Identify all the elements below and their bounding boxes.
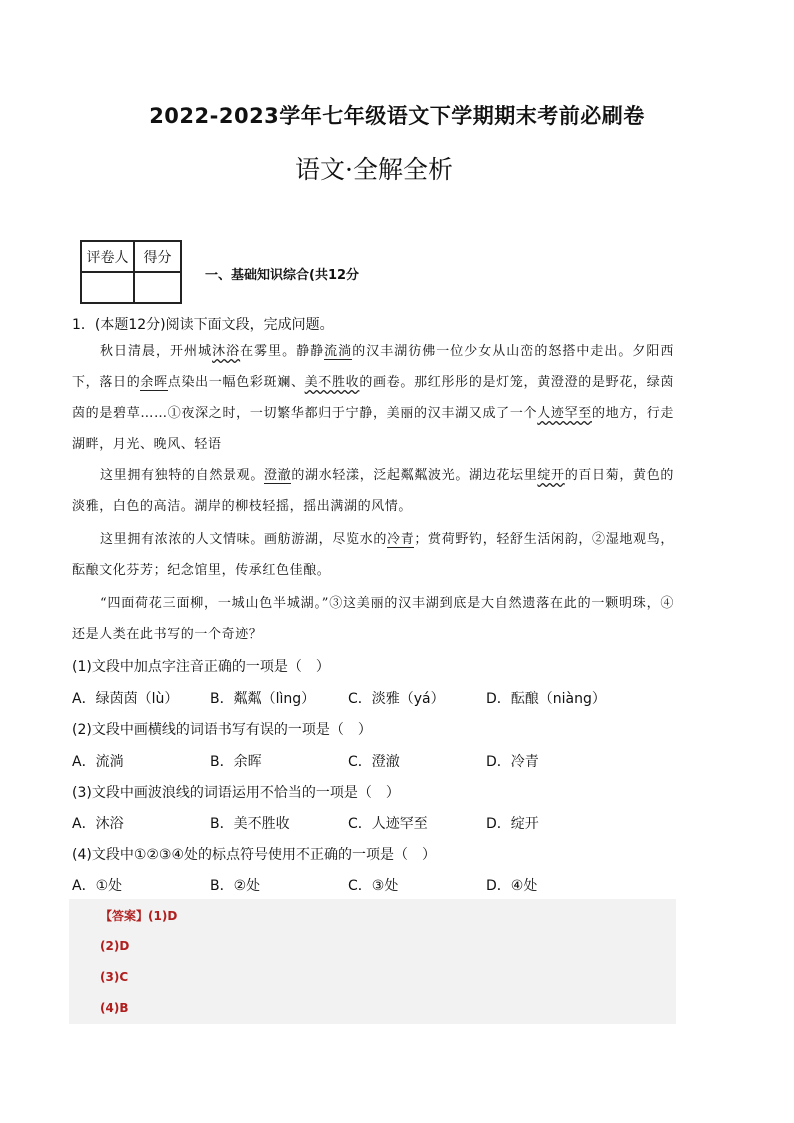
passage-text: 秋日清晨，开州城 <box>100 344 213 359</box>
underlined-word-lengqing: 冷青 <box>387 532 415 547</box>
passage-text: 的地方，行走湖畔，月光、晚风、轻语 <box>72 406 674 452</box>
passage-text: 这里拥有浓浓的人文情味。画舫游湖，尽览水的 <box>100 532 388 547</box>
passage-text: 的画卷。那红彤彤的是灯笼，黄澄澄的是野花，绿茵茵的是碧草……①夜深之时，一切繁华都归于宁静，美丽的汉丰湖又成了一个 <box>72 375 674 421</box>
passage-paragraph-4: “四面荷花三面柳，一城山色半城湖。”③这美丽的汉丰湖到底是大自然遗落在此的一颗明珠，④还是人类在此书写的一个奇迹？ <box>72 596 674 642</box>
sub-question-2-option-c: C．澄澈 <box>348 754 400 770</box>
answer-label: 【答案】 <box>100 909 149 923</box>
answer-item: (3)C <box>100 970 129 984</box>
sub-question-2-option-b: B．余晖 <box>210 754 262 770</box>
answer-item: (4)B <box>100 1001 129 1015</box>
underlined-word-yuhui: 余晖 <box>140 375 168 390</box>
passage-text: ；赏荷野钓，轻舒生活闲韵，②湿地观鸟，酝酿文化芬芳；纪念馆里，传承红色佳酿。 <box>72 532 674 578</box>
sub-question-1-option-a: A．绿茵茵（lù） <box>72 691 179 707</box>
sub-question-4-option-c: C．③处 <box>348 878 399 894</box>
sub-question-3-option-a: A．沐浴 <box>72 816 124 832</box>
wavy-word-renjihanzhi: 人迹罕至 <box>537 406 592 421</box>
sub-question-4-option-a: A．①处 <box>72 878 123 894</box>
sub-question-4-option-b: B．②处 <box>210 878 261 894</box>
wavy-word-muyu: 沐浴 <box>212 344 241 359</box>
sub-question-stem-4: (4)文段中①②③④处的标点符号使用不正确的一项是（ ） <box>72 847 437 863</box>
section-heading: 一、基础知识综合(共12分 <box>205 268 360 283</box>
passage-text: 在雾里。静静 <box>240 344 325 359</box>
question-intro: 1．(本题12分)阅读下面文段，完成问题。 <box>72 317 334 333</box>
underlined-word-chengche: 澄澈 <box>264 468 292 483</box>
score-table-cell-score <box>134 272 181 303</box>
passage-paragraph-3 <box>72 524 674 586</box>
score-table-header-grader: 评卷人 <box>81 241 134 272</box>
answer-item: (2)D <box>100 939 130 953</box>
sub-question-1-option-c: C．淡雅（yá） <box>348 691 445 707</box>
sub-question-2-option-d: D．冷青 <box>486 754 539 770</box>
wavy-word-meibushengshou: 美不胜收 <box>304 375 360 390</box>
passage-paragraph-1 <box>72 336 674 460</box>
sub-question-stem-3: (3)文段中画波浪线的词语运用不恰当的一项是（ ） <box>72 785 400 801</box>
sub-question-3-option-b: B．美不胜收 <box>210 816 290 832</box>
sub-question-stem-1: (1)文段中加点字注音正确的一项是（ ） <box>72 659 330 675</box>
passage-text: 的百日菊，黄色的淡雅，白色的高洁。湖岸的柳枝轻摇，摇出满湖的风情。 <box>72 468 674 514</box>
sub-question-stem-2: (2)文段中画横线的词语书写有误的一项是（ ） <box>72 722 372 738</box>
score-table-cell-grader <box>81 272 134 303</box>
score-table <box>80 240 182 304</box>
score-table-header-score: 得分 <box>134 241 181 272</box>
passage-text: 点染出一幅色彩斑斓、 <box>167 375 305 390</box>
passage-text: 的汉丰湖彷佛一位少女从山峦的怒搭中走出。夕阳西下，落日的 <box>72 344 675 390</box>
page-title: 2022-2023学年七年级语文下学期期末考前必刷卷 <box>149 104 645 128</box>
sub-question-3-option-c: C．人迹罕至 <box>348 816 428 832</box>
answer-item: (1)D <box>148 909 178 923</box>
wavy-word-zhankai: 绽开 <box>537 468 565 483</box>
passage-paragraph-2 <box>72 460 674 522</box>
sub-question-3-option-d: D．绽开 <box>486 816 539 832</box>
sub-question-1-option-d: D．酝酿（niàng） <box>486 691 606 707</box>
underlined-word-liutang: 流淌 <box>324 344 353 359</box>
page-subtitle: 语文·全解全析 <box>295 155 453 184</box>
sub-question-4-option-d: D．④处 <box>486 878 538 894</box>
answer-line-1 <box>100 907 177 924</box>
sub-question-1-option-b: B．粼粼（lìng） <box>210 691 316 707</box>
sub-question-2-option-a: A．流淌 <box>72 754 124 770</box>
passage-text: 这里拥有独特的自然景观。 <box>100 468 265 483</box>
passage-text: 的湖水轻漾，泛起粼粼波光。湖边花坛里 <box>291 468 538 483</box>
